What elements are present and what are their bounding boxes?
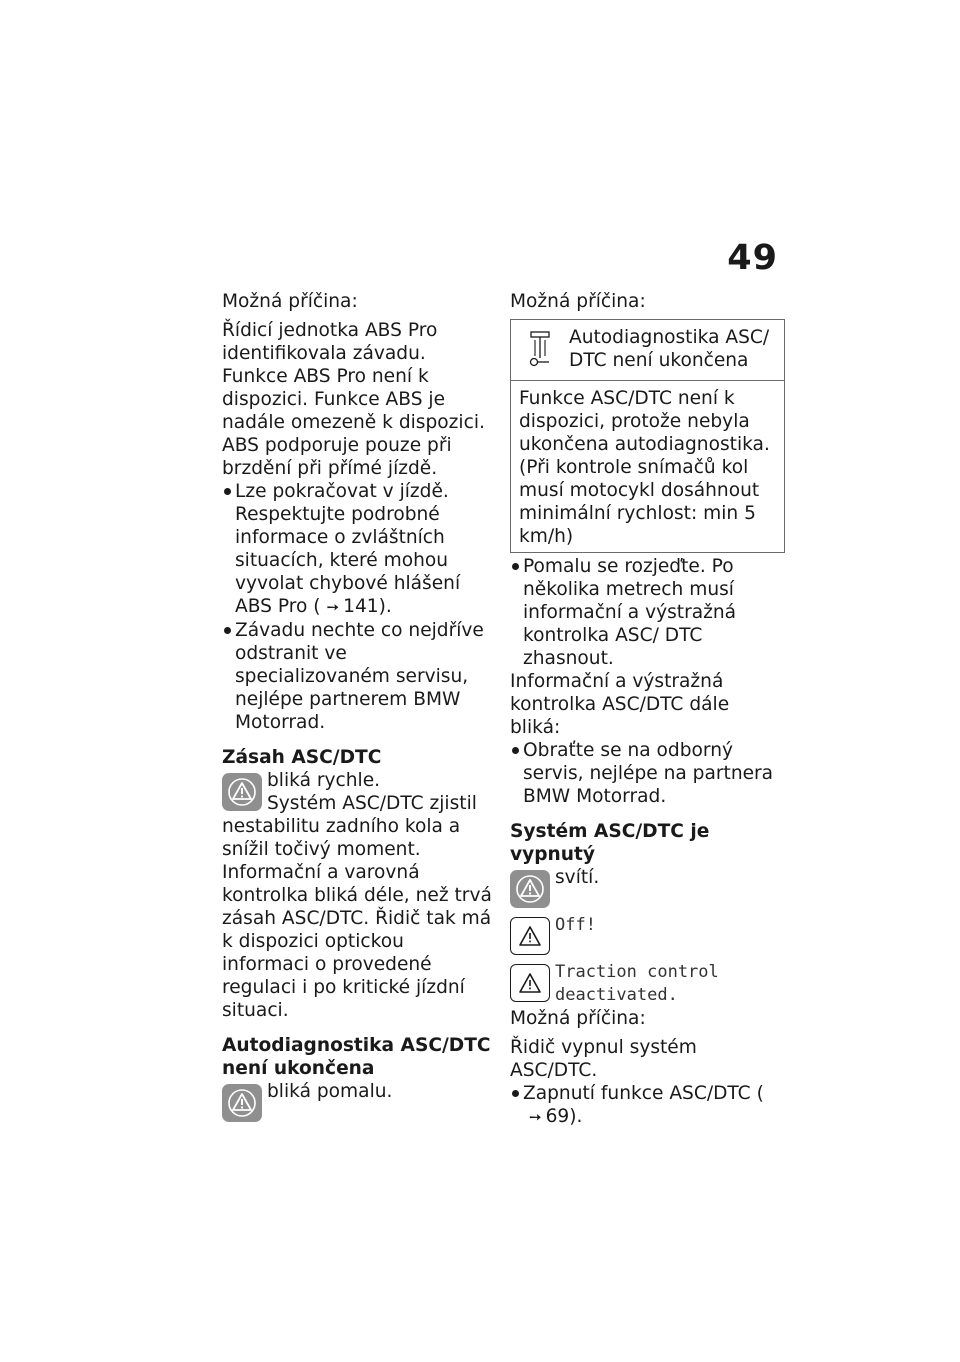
list-item — [222, 480, 492, 619]
list-item: Závadu nechte co nejdříve odstranit ve specializovaném servisu, nejlépe partnerem BMW Motorrad. — [222, 619, 492, 734]
ref-open: ( — [313, 596, 321, 617]
indicator-text: bliká rychle. — [267, 770, 381, 791]
left-column — [222, 290, 492, 1122]
info-box-title: Autodiagnostika ASC/ DTC není ukončena — [569, 327, 770, 371]
bullet-text: Lze pokračovat v jízdě. Respektujte podrobné informace o zvláštních situacích, které mohou vyvolat chybové hlášení ABS Pro — [235, 481, 461, 617]
info-box — [510, 319, 785, 553]
info-box-text: Funkce ASC/DTC není k dispozici, protože nebyla ukončena autodiagnostika. (Při kontrole snímačů kol musí motocykl dosáhnout minimální rychlost: min 5 km/h) — [519, 388, 770, 547]
cause-text: Řidič vypnul systém ASC/DTC. — [510, 1037, 697, 1081]
indicator-row — [222, 769, 492, 815]
cause-label: Možná příčina: — [510, 1008, 646, 1029]
section-heading: Zásah ASC/DTC — [222, 747, 382, 768]
display-message-row — [510, 914, 785, 955]
cause-text: Řídicí jednotka ABS Pro identifikovala závadu. Funkce ABS Pro není k dispozici. Funkce ABS je nadále omezeně k dispozici. ABS podporuje pouze při brzdění při přímé jízdě. — [222, 320, 485, 479]
cause-label: Možná příčina: — [510, 291, 646, 312]
list-item — [510, 1082, 785, 1129]
display-message: Off! — [555, 915, 596, 935]
warning-triangle-icon — [510, 964, 550, 1002]
warning-triangle-icon — [222, 773, 262, 811]
indicator-row — [222, 1080, 492, 1122]
page-reference[interactable]: 69). — [545, 1106, 583, 1127]
section-heading: Autodiagnostika ASC/DTC není ukončena — [222, 1035, 491, 1079]
warning-triangle-icon — [222, 1084, 262, 1122]
warning-triangle-icon — [510, 917, 550, 955]
indicator-row — [510, 866, 785, 908]
display-message: Traction control deactivated. — [555, 962, 719, 1005]
section-heading: Systém ASC/DTC je vypnutý — [510, 821, 710, 865]
body-text: nestabilitu zadního kola a snížil točivý moment. Informační a varovná kontrolka bliká déle, než trvá zásah ASC/DTC. Řidič tak má k dispozici optickou informaci o provedené regulaci i po kritické jízdní situaci. — [222, 816, 492, 1021]
diagnostic-gauge-icon — [525, 328, 555, 368]
list-item: Obraťte se na odborný servis, nejlépe na partnera BMW Motorrad. — [510, 739, 785, 808]
ref-open: ( — [756, 1083, 764, 1104]
indicator-text: Systém ASC/DTC zjistil — [267, 793, 477, 814]
right-column — [510, 290, 785, 1129]
page-reference[interactable]: 141). — [343, 596, 392, 617]
page-number: 49 — [727, 238, 778, 278]
cause-label: Možná příčina: — [222, 291, 358, 312]
warning-triangle-icon — [510, 870, 550, 908]
page-reference-arrow-icon: ➙ — [326, 598, 340, 616]
body-text: Informační a výstražná kontrolka ASC/DTC dále bliká: — [510, 671, 730, 738]
bullet-text: Zapnutí funkce ASC/DTC — [523, 1083, 751, 1104]
info-box-body — [511, 381, 784, 552]
list-item: Pomalu se rozjeďte. Po několika metrech musí informační a výstražná kontrolka ASC/ DTC zhasnout. — [510, 555, 785, 670]
indicator-text: svítí. — [555, 867, 600, 888]
indicator-text: bliká pomalu. — [267, 1081, 393, 1102]
page-reference-arrow-icon: ➙ — [529, 1108, 542, 1126]
info-box-header — [511, 320, 784, 381]
display-message-row — [510, 961, 785, 1007]
